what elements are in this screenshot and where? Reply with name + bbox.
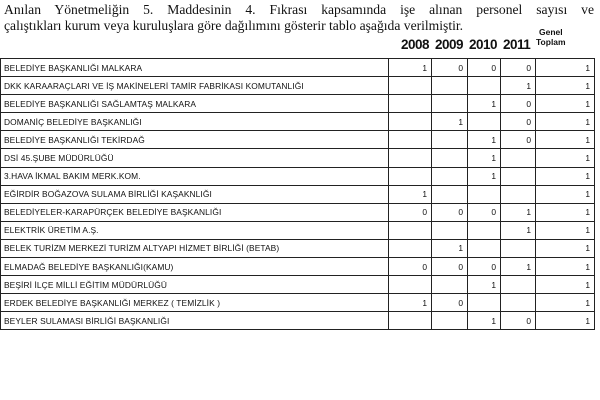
institution-name: ELEKTRİK ÜRETİM A.Ş. <box>1 221 389 239</box>
value-2009 <box>432 221 468 239</box>
value-2009 <box>432 131 468 149</box>
value-2009 <box>432 312 468 330</box>
header-toplam: Toplam <box>536 37 566 47</box>
value-2009: 1 <box>432 113 468 131</box>
value-2008 <box>389 167 432 185</box>
value-genel-toplam: 1 <box>536 294 595 312</box>
value-2011: 1 <box>501 221 536 239</box>
header-year-2009: 2009 <box>435 37 464 52</box>
header-year-2011: 2011 <box>503 37 531 52</box>
value-2010 <box>468 239 501 257</box>
value-2009 <box>432 167 468 185</box>
value-2008 <box>389 131 432 149</box>
value-2010 <box>468 77 501 95</box>
institution-name: ELMADAĞ BELEDİYE BAŞKANLIĞI(KAMU) <box>1 258 389 276</box>
value-2011 <box>501 276 536 294</box>
table-row <box>1 59 595 77</box>
value-2008 <box>389 149 432 167</box>
value-2008 <box>389 239 432 257</box>
value-2010 <box>468 221 501 239</box>
value-2009 <box>432 77 468 95</box>
value-genel-toplam: 1 <box>536 312 595 330</box>
value-genel-toplam: 1 <box>536 113 595 131</box>
value-2008: 1 <box>389 59 432 77</box>
header-genel: Genel <box>538 27 563 37</box>
value-2011: 0 <box>501 95 536 113</box>
value-genel-toplam: 1 <box>536 131 595 149</box>
institution-name: BELEDİYE BAŞKANLIĞI MALKARA <box>1 59 389 77</box>
table-row <box>1 239 595 257</box>
value-genel-toplam: 1 <box>536 95 595 113</box>
value-2011: 0 <box>501 59 536 77</box>
value-2009: 1 <box>432 239 468 257</box>
value-2010: 1 <box>468 276 501 294</box>
value-2010: 1 <box>468 95 501 113</box>
value-2010: 0 <box>468 59 501 77</box>
institution-name: ERDEK BELEDİYE BAŞKANLIĞI MERKEZ ( TEMİZLİK ) <box>1 294 389 312</box>
institution-name: EĞİRDİR BOĞAZOVA SULAMA BİRLİĞİ KAŞAKNLIĞI <box>1 185 389 203</box>
value-genel-toplam: 1 <box>536 59 595 77</box>
value-2011 <box>501 149 536 167</box>
value-genel-toplam: 1 <box>536 276 595 294</box>
table-row <box>1 149 595 167</box>
value-2011: 1 <box>501 258 536 276</box>
table-row <box>1 276 595 294</box>
institution-name: BEŞİRİ İLÇE MİLLİ EĞİTİM MÜDÜRLÜĞÜ <box>1 276 389 294</box>
value-2010: 0 <box>468 258 501 276</box>
value-2011: 0 <box>501 113 536 131</box>
value-2008: 0 <box>389 203 432 221</box>
value-genel-toplam: 1 <box>536 77 595 95</box>
value-genel-toplam: 1 <box>536 221 595 239</box>
table-row <box>1 167 595 185</box>
value-2009 <box>432 95 468 113</box>
value-2010: 1 <box>468 167 501 185</box>
table-row <box>1 294 595 312</box>
institution-name: BEYLER SULAMASI BİRLİĞİ BAŞKANLIĞI <box>1 312 389 330</box>
value-2011: 0 <box>501 131 536 149</box>
header-year-2008: 2008 <box>401 37 430 52</box>
value-2009 <box>432 149 468 167</box>
institution-name: DOMANİÇ BELEDİYE BAŞKANLIĞI <box>1 113 389 131</box>
table-row <box>1 113 595 131</box>
institution-name: DKK KARAARAÇLARI VE İŞ MAKİNELERİ TAMİR FABRİKASI KOMUTANLIĞI <box>1 77 389 95</box>
institution-name: BELEDİYE BAŞKANLIĞI SAĞLAMTAŞ MALKARA <box>1 95 389 113</box>
value-2010: 1 <box>468 149 501 167</box>
value-2010 <box>468 294 501 312</box>
value-2010: 1 <box>468 131 501 149</box>
value-2009: 0 <box>432 294 468 312</box>
value-2011: 0 <box>501 312 536 330</box>
table-row <box>1 258 595 276</box>
value-2008: 0 <box>389 258 432 276</box>
value-2008 <box>389 221 432 239</box>
value-2008: 1 <box>389 185 432 203</box>
value-2010 <box>468 113 501 131</box>
table-row <box>1 312 595 330</box>
value-2009: 0 <box>432 203 468 221</box>
value-2010 <box>468 185 501 203</box>
value-genel-toplam: 1 <box>536 185 595 203</box>
value-2008 <box>389 312 432 330</box>
table-row <box>1 203 595 221</box>
value-genel-toplam: 1 <box>536 167 595 185</box>
intro-paragraph <box>4 2 594 34</box>
personnel-table <box>0 58 595 330</box>
value-genel-toplam: 1 <box>536 239 595 257</box>
institution-name: BELEDİYE BAŞKANLIĞI TEKİRDAĞ <box>1 131 389 149</box>
value-2008 <box>389 276 432 294</box>
value-2008 <box>389 113 432 131</box>
value-2010: 0 <box>468 203 501 221</box>
institution-name: BELEDİYELER-KARAPÜRÇEK BELEDİYE BAŞKANLIĞI <box>1 203 389 221</box>
table-row <box>1 221 595 239</box>
value-2008 <box>389 77 432 95</box>
value-2010: 1 <box>468 312 501 330</box>
value-genel-toplam: 1 <box>536 149 595 167</box>
value-2011 <box>501 294 536 312</box>
value-2011 <box>501 239 536 257</box>
value-2009: 0 <box>432 258 468 276</box>
institution-name: DSİ 45.ŞUBE MÜDÜRLÜĞÜ <box>1 149 389 167</box>
header-year-2010: 2010 <box>469 37 498 52</box>
value-2008: 1 <box>389 294 432 312</box>
table-row <box>1 77 595 95</box>
value-2009 <box>432 185 468 203</box>
table-row <box>1 185 595 203</box>
header-genel-toplam <box>536 27 566 47</box>
institution-name: BELEK TURİZM MERKEZİ TURİZM ALTYAPI HİZMET BİRLİĞİ (BETAB) <box>1 239 389 257</box>
value-2011 <box>501 167 536 185</box>
value-2011 <box>501 185 536 203</box>
intro-line-1: Anılan Yönetmeliğin 5. Maddesinin 4. Fıkrası kapsamında işe alınan personel sayısı ve <box>4 2 594 17</box>
value-2009 <box>432 276 468 294</box>
value-2008 <box>389 95 432 113</box>
table-row <box>1 95 595 113</box>
institution-name: 3.HAVA İKMAL BAKIM MERK.KOM. <box>1 167 389 185</box>
intro-line-2: çalıştıkları kurum veya kuruluşlara göre dağılımını gösterir tablo aşağıda verilmiştir. <box>4 18 464 33</box>
value-2011: 1 <box>501 203 536 221</box>
table-row <box>1 131 595 149</box>
value-2009: 0 <box>432 59 468 77</box>
value-genel-toplam: 1 <box>536 203 595 221</box>
value-2011: 1 <box>501 77 536 95</box>
value-genel-toplam: 1 <box>536 258 595 276</box>
